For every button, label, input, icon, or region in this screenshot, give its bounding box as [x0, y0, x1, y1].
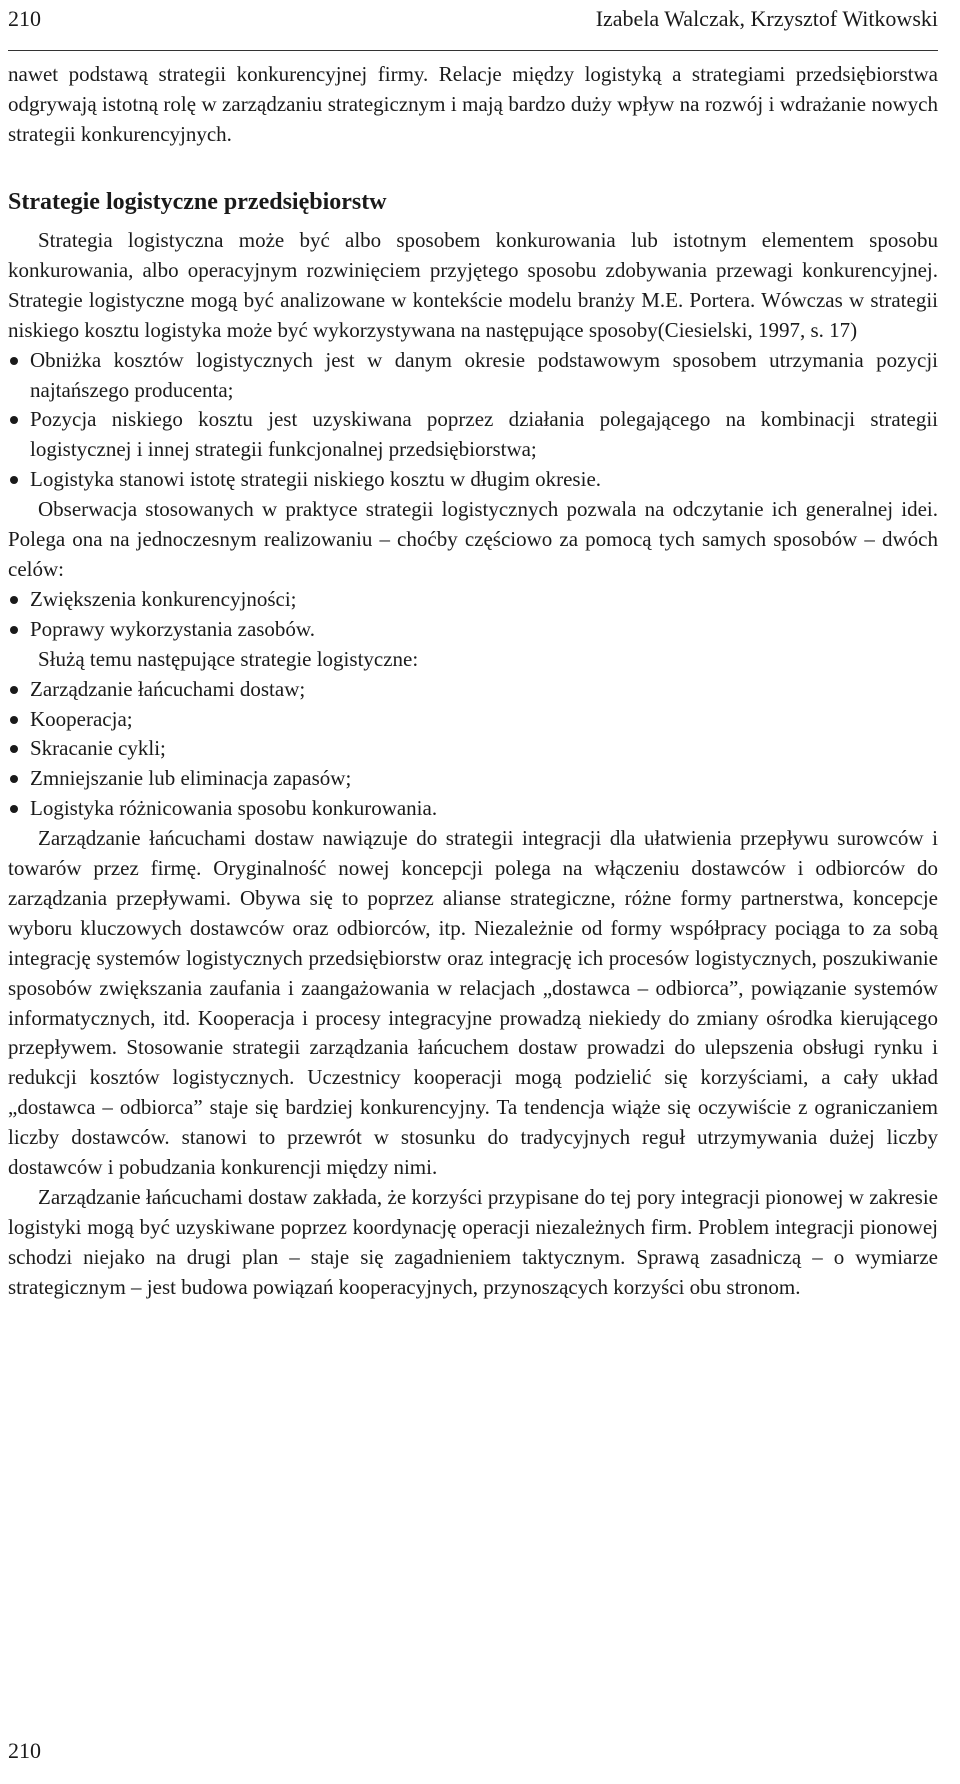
list-item: Zwiększenia konkurencyjności;	[8, 585, 938, 615]
paragraph-2: Obserwacja stosowanych w praktyce strategii logistycznych pozwala na odczytanie ich generalnej idei. Polega ona na jednoczesnym realizowaniu – choćby częściowo za pomocą tych samych sposobów – dwóch celów:	[8, 497, 938, 581]
section-heading: Strategie logistyczne przedsiębiorstw	[8, 189, 387, 215]
bullet-icon	[10, 716, 18, 724]
bullet-list-1	[8, 346, 938, 496]
list-item: Kooperacja;	[8, 705, 938, 735]
section-body	[8, 226, 938, 1303]
bullet-icon	[10, 626, 18, 634]
page-header	[8, 0, 938, 51]
intro-paragraph: nawet podstawą strategii konkurencyjnej firmy. Relacje między logistyką a strategiami przedsiębiorstwa odgrywają istotną rolę w zarządzaniu strategicznym i mają bardzo duży wpływ na rozwój i wdrażanie nowych strategii konkurencyjnych.	[8, 62, 938, 146]
page-body	[8, 60, 938, 1299]
bullet-list-2	[8, 585, 938, 645]
list-item: Obniżka kosztów logistycznych jest w danym okresie podstawowym sposobem utrzymania pozycji najtańszego producenta;	[8, 346, 938, 406]
bullet-icon	[10, 596, 18, 604]
list-item: Skracanie cykli;	[8, 734, 938, 764]
list-item: Zarządzanie łańcuchami dostaw;	[8, 675, 938, 705]
bullet-icon	[10, 775, 18, 783]
paragraph-5: Zarządzanie łańcuchami dostaw zakłada, że korzyści przypisane do tej pory integracji pionowej w zakresie logistyki mogą być uzyskiwane poprzez koordynację operacji niezależnych firm. Problem integracji pionowej schodzi niejako na drugi plan – staje się zagadnieniem taktycznym. Sprawą zasadniczą – o wymiarze strategicznym – jest budowa powiązań kooperacyjnych, przynoszących korzyści obu stronom.	[8, 1185, 938, 1299]
bullet-icon	[10, 416, 18, 424]
bullet-icon	[10, 357, 18, 365]
list-item: Poprawy wykorzystania zasobów.	[8, 615, 938, 645]
running-head-authors: Izabela Walczak, Krzysztof Witkowski	[595, 6, 938, 31]
bullet-icon	[10, 745, 18, 753]
list-item: Logistyka stanowi istotę strategii niskiego kosztu w długim okresie.	[8, 465, 938, 495]
list-item: Pozycja niskiego kosztu jest uzyskiwana poprzez działania polegającego na kombinacji strategii logistycznej i innej strategii funkcjonalnej przedsiębiorstwa;	[8, 405, 938, 465]
header-page-number: 210	[8, 6, 41, 31]
paragraph-1: Strategia logistyczna może być albo sposobem konkurowania lub istotnym elementem sposobu konkurowania, albo operacyjnym rozwinięciem przyjętego sposobu zdobywania przewagi konkurencyjnej. Strategie logistyczne mogą być analizowane w kontekście modelu branży M.E. Portera. Wówczas w strategii niskiego kosztu logistyka może być wykorzystywana na następujące sposoby(Ciesielski, 1997, s. 17)	[8, 228, 938, 342]
bullet-icon	[10, 805, 18, 813]
bullet-list-3	[8, 675, 938, 825]
paragraph-4: Zarządzanie łańcuchami dostaw nawiązuje do strategii integracji dla ułatwienia przepływu surowców i towarów przez firmę. Oryginalność nowej koncepcji polega na włączeniu dostawców i odbiorców do zarządzania przepływami. Obywa się to poprzez alianse strategiczne, różne formy partnerstwa, koncepcje wyboru kluczowych dostawców oraz odbiorców, itp. Niezależnie od formy współpracy pociąga to za sobą integrację systemów logistycznych przedsiębiorstw oraz integrację ich procesów logistycznych, poszukiwanie sposobów zwiększania zaufania i zaangażowania w relacjach „dostawca – odbiorca”, powiązanie systemów informatycznych, itd. Kooperacja i procesy integracyjne prowadzą niekiedy do zmiany ośrodka kierującego przepływem. Stosowanie strategii zarządzania łańcuchem dostaw prowadzi do ulepszenia obsługi rynku i redukcji kosztów logistycznych. Uczestnicy kooperacji mogą podzielić się korzyściami, a cały układ „dostawca – odbiorca” staje się bardziej konkurencyjny. Ta tendencja wiąże się oczywiście z ograniczaniem liczby dostawców. stanowi to przewrót w stosunku do tradycyjnych reguł utrzymywania dużej liczby dostawców i pobudzania konkurencji między nimi.	[8, 826, 938, 1180]
list-item: Logistyka różnicowania sposobu konkurowania.	[8, 794, 938, 824]
bullet-icon	[10, 686, 18, 694]
bullet-icon	[10, 476, 18, 484]
footer-page-number: 210	[8, 1738, 41, 1763]
list-item: Zmniejszanie lub eliminacja zapasów;	[8, 764, 938, 794]
paragraph-3: Służą temu następujące strategie logistyczne:	[38, 646, 419, 671]
